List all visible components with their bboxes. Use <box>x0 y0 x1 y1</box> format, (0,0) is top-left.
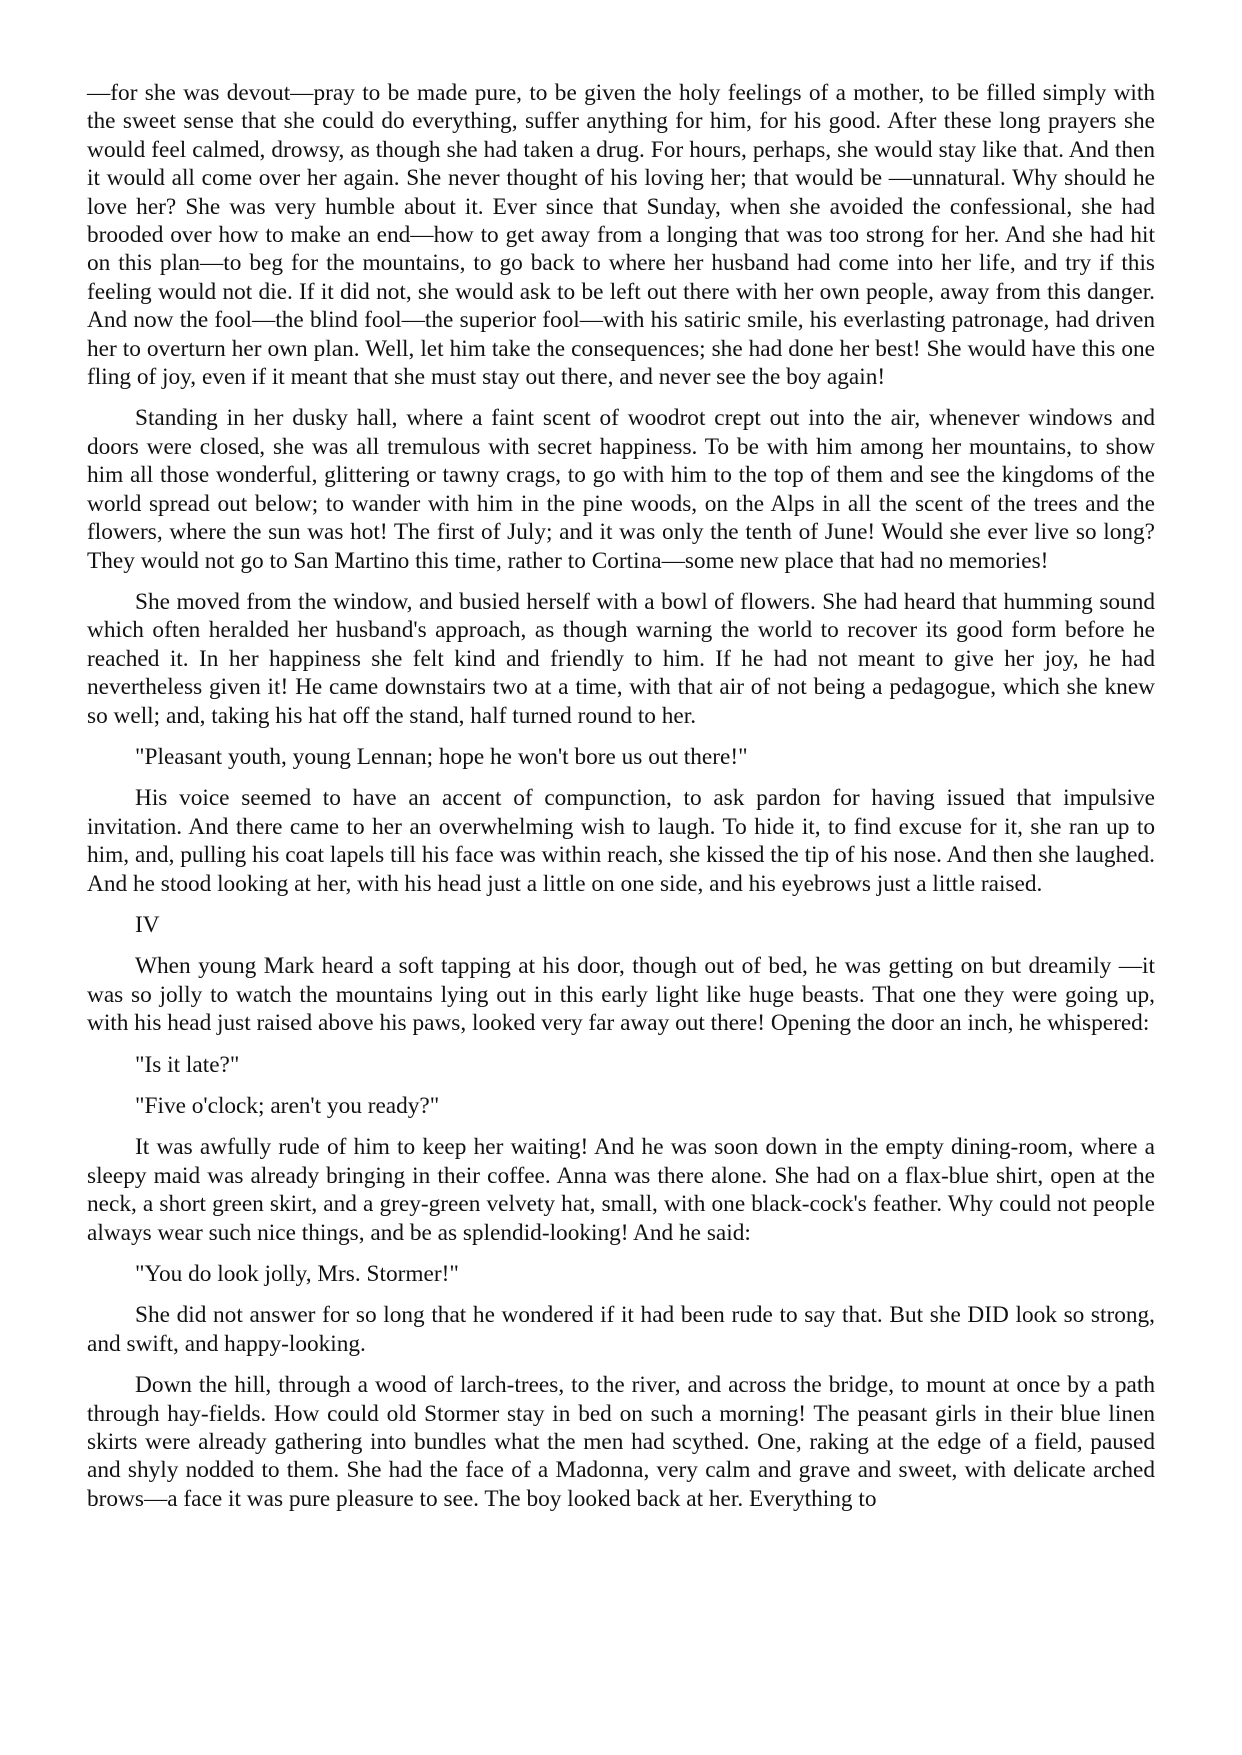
paragraph: Standing in her dusky hall, where a faint scent of woodrot crept out into the air, whenever windows and doors were closed, she was all tremulous with secret happiness. To be with him among her mountains, to show him all those wonderful, glittering or tawny crags, to go with him to the top of them and see the kingdoms of the world spread out below; to wander with him in the pine woods, on the Alps in all the scent of the trees and the flowers, where the sun was hot! The first of July; and it was only the tenth of June! Would she ever live so long? They would not go to San Martino this time, rather to Cortina—some new place that had no memories! <box>87 405 1155 574</box>
paragraph: She did not answer for so long that he wondered if it had been rude to say that. But she DID look so strong, and swift, and happy-looking. <box>87 1302 1155 1357</box>
paragraph: Down the hill, through a wood of larch-trees, to the river, and across the bridge, to mount at once by a path through hay-fields. How could old Stormer stay in bed on such a morning! The peasant girls in their blue linen skirts were already gathering into bundles what the men had scythed. One, raking at the edge of a field, paused and shyly nodded to them. She had the face of a Madonna, very calm and grave and sweet, with delicate arched brows—a face it was pure pleasure to see. The boy looked back at her. Everything to <box>87 1372 1155 1512</box>
paragraph: "Is it late?" <box>135 1051 240 1078</box>
paragraph: —for she was devout—pray to be made pure, to be given the holy feelings of a mother, to be filled simply with the sweet sense that she could do everything, suffer anything for him, for his good. After these long prayers she would feel calmed, drowsy, as though she had taken a drug. For hours, perhaps, she would stay like that. And then it would all come over her again. She never thought of his loving her; that would be —unnatural. Why should he love her? She was very humble about it. Ever since that Sunday, when she avoided the confessional, she had brooded over how to make an end—how to get away from a longing that was too strong for her. And she had hit on this plan—to beg for the mountains, to go back to where her husband had come into her life, and try if this feeling would not die. If it did not, she would ask to be left out there with her own people, away from this danger. And now the fool—the blind fool—the superior fool—with his satiric smile, his everlasting patronage, had driven her to overturn her own plan. Well, let him take the consequences; she had done her best! She would have this one fling of joy, even if it meant that she must stay out there, and never see the boy again! <box>87 80 1155 391</box>
chapter-heading: IV <box>135 911 160 938</box>
book-page <box>87 79 1155 1526</box>
paragraph: When young Mark heard a soft tapping at his door, though out of bed, he was getting on but dreamily —it was so jolly to watch the mountains lying out in this early light like huge beasts. That one they were going up, with his head just raised above his paws, looked very far away out there! Opening the door an inch, he whispered: <box>87 953 1155 1037</box>
paragraph: "You do look jolly, Mrs. Stormer!" <box>135 1261 459 1288</box>
paragraph: "Pleasant youth, young Lennan; hope he won't bore us out there!" <box>135 743 748 770</box>
paragraph: "Five o'clock; aren't you ready?" <box>135 1093 440 1119</box>
paragraph: She moved from the window, and busied herself with a bowl of flowers. She had heard that humming sound which often heralded her husband's approach, as though warning the world to recover its good form before he reached it. In her happiness she felt kind and friendly to him. If he had not meant to give her joy, he had nevertheless given it! He came downstairs two at a time, with that air of not being a pedagogue, which she knew so well; and, taking his hat off the stand, half turned round to her. <box>87 588 1155 729</box>
paragraph: It was awfully rude of him to keep her waiting! And he was soon down in the empty dining-room, where a sleepy maid was already bringing in their coffee. Anna was there alone. She had on a flax-blue shirt, open at the neck, a short green skirt, and a grey-green velvety hat, small, with one black-cock's feather. Why could not people always wear such nice things, and be as splendid-looking! And he said: <box>87 1134 1155 1246</box>
paragraph: His voice seemed to have an accent of compunction, to ask pardon for having issued that impulsive invitation. And there came to her an overwhelming wish to laugh. To hide it, to find excuse for it, she ran up to him, and, pulling his coat lapels till his face was within reach, she kissed the tip of his nose. And then she laughed. And he stood looking at her, with his head just a little on one side, and his eyebrows just a little raised. <box>87 785 1155 897</box>
